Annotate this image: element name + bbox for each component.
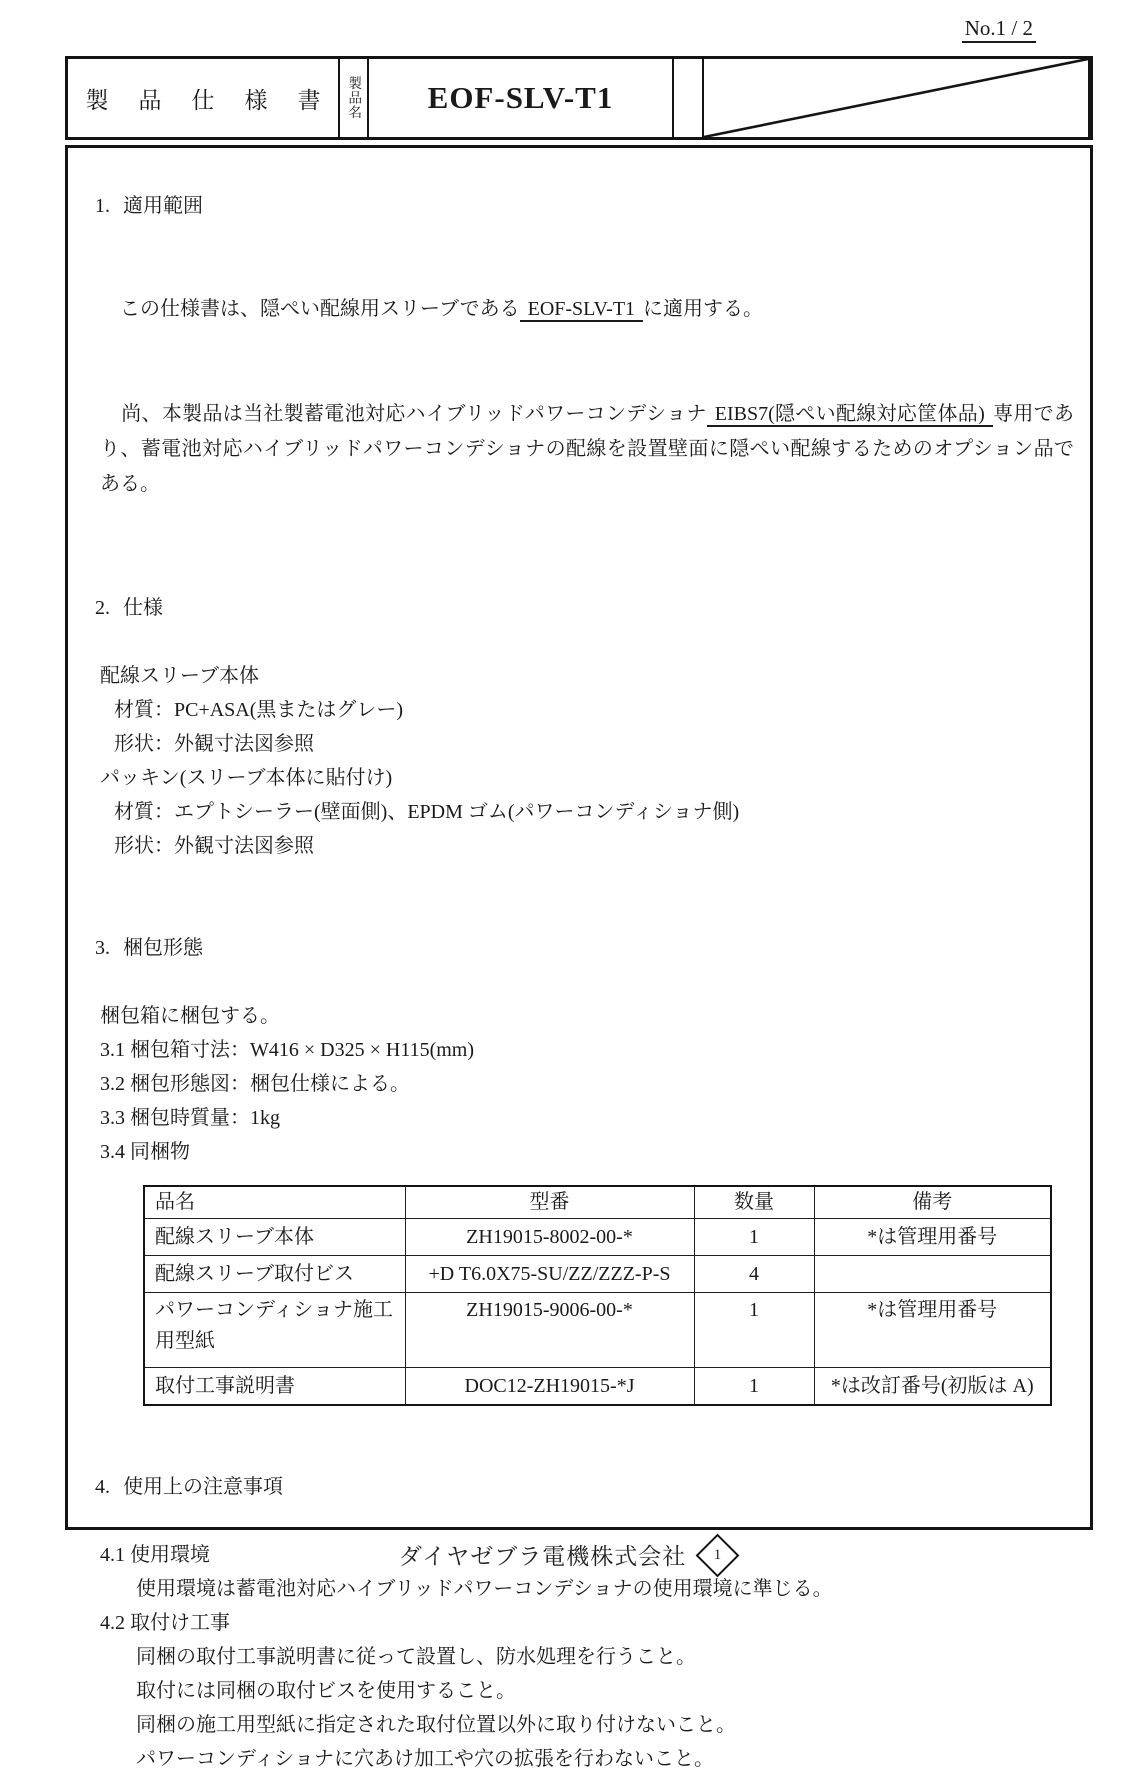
section-2-number: 2. — [95, 597, 110, 619]
table-row — [144, 1368, 1051, 1406]
section-1-paragraph-1 — [68, 257, 1090, 362]
s1-p1-text: この仕様書は、隠ぺい配線用スリーブである — [120, 298, 520, 320]
revision-number: 1 — [714, 1547, 722, 1563]
item-note: *は改訂番号(初版は A) — [814, 1368, 1051, 1406]
item-model: ZH19015-8002-00-* — [405, 1219, 694, 1256]
table-row — [144, 1219, 1051, 1256]
s1-p2-text: 尚、本製品は当社製蓄電池対応ハイブリッドパワーコンデショナ — [121, 403, 707, 425]
packing-line: 3.4 同梱物 — [100, 1141, 190, 1163]
item-qty: 1 — [694, 1219, 814, 1256]
item-note — [814, 1256, 1051, 1293]
subsection-4-1-title: 4.1 使用環境 — [100, 1544, 210, 1566]
caution-line: 同梱の施工用型紙に指定された取付位置以外に取り付けないこと。 — [136, 1714, 736, 1736]
s1-p1-model-underlined: EOF-SLV-T1 — [520, 298, 643, 322]
col-header-qty: 数量 — [694, 1186, 814, 1219]
spec-line: 材質：PC+ASA(黒またはグレー) — [114, 699, 404, 721]
table-row — [144, 1293, 1051, 1368]
spec-line: パッキン(スリーブ本体に貼付け) — [100, 767, 393, 789]
section-3-number: 3. — [95, 937, 110, 959]
caution-line: 同梱の取付工事説明書に従って設置し、防水処理を行うこと。 — [136, 1646, 696, 1668]
included-items-table — [143, 1185, 1052, 1406]
company-name: ダイヤゼブラ電機株式会社 — [398, 1543, 687, 1569]
item-note: *は管理用番号 — [814, 1293, 1051, 1368]
product-name-label-cell — [340, 59, 369, 137]
section-3-title: 梱包形態 — [123, 937, 203, 959]
spec-line: 配線スリーブ本体 — [100, 665, 259, 687]
doc-type-title: 製品仕様書 — [85, 87, 351, 113]
spec-line: 形状：外観寸法図参照 — [114, 835, 314, 857]
section-4-title: 使用上の注意事項 — [123, 1476, 283, 1498]
item-qty: 1 — [694, 1293, 814, 1368]
col-header-note: 備考 — [814, 1186, 1051, 1219]
section-2-heading — [68, 557, 1090, 659]
packing-line: 3.1 梱包箱寸法：W416 × D325 × H115(mm) — [100, 1039, 475, 1061]
caution-line: パワーコンディショナに穴あけ加工や穴の拡張を行わないこと。 — [136, 1748, 714, 1770]
doc-type-cell — [68, 59, 351, 137]
col-header-model: 型番 — [405, 1186, 694, 1219]
item-name: パワーコンディショナ施工用型紙 — [144, 1293, 405, 1368]
s1-p2-text-end: 専用であり、蓄電池対応ハイブリッドパワーコンデショナの配線を設置壁面に隠ぺい配線するためのオプション品である。 — [100, 403, 1075, 495]
product-name: EOF-SLV-T1 — [427, 80, 614, 115]
page-number-text: No.1 / 2 — [962, 16, 1036, 43]
item-model: ZH19015-9006-00-* — [405, 1293, 694, 1368]
s1-p2-model-underlined: EIBS7(隠ぺい配線対応筐体品) — [707, 403, 993, 427]
item-name: 配線スリーブ取付ビス — [144, 1256, 405, 1293]
packing-line: 3.3 梱包時質量：1kg — [100, 1107, 280, 1129]
item-qty: 1 — [694, 1368, 814, 1406]
product-name-cell — [369, 59, 674, 137]
header-empty-cell — [674, 59, 704, 137]
table-row — [144, 1256, 1051, 1293]
item-note: *は管理用番号 — [814, 1219, 1051, 1256]
table-header-row — [144, 1186, 1051, 1219]
caution-line: 取付には同梱の取付ビスを使用すること。 — [136, 1680, 516, 1702]
section-1-number: 1. — [95, 195, 110, 217]
subsection-4-2-title: 4.2 取付け工事 — [100, 1612, 230, 1634]
product-name-label: 製品名 — [346, 76, 362, 120]
item-model: DOC12-ZH19015-*J — [405, 1368, 694, 1406]
s1-p1-text-end: に適用する。 — [643, 298, 764, 320]
section-2-title: 仕様 — [123, 597, 163, 619]
revision-diamond-icon — [696, 1534, 740, 1578]
section-1-heading — [68, 155, 1090, 257]
section-1-title: 適用範囲 — [123, 195, 203, 217]
item-name: 配線スリーブ本体 — [144, 1219, 405, 1256]
section-1-paragraph-2 — [68, 362, 1090, 537]
spec-line: 形状：外観寸法図参照 — [114, 733, 314, 755]
page-number — [0, 16, 1036, 41]
section-4-number: 4. — [95, 1476, 110, 1498]
diagonal-line — [704, 59, 1088, 137]
header-slash-cell — [704, 59, 1090, 137]
document-header — [65, 56, 1093, 140]
item-model: +D T6.0X75-SU/ZZ/ZZZ-P-S — [405, 1256, 694, 1293]
col-header-item-name: 品名 — [144, 1186, 405, 1219]
spec-line: 材質：エプトシーラー(壁面側)、EPDM ゴム(パワーコンディショナ側) — [114, 801, 740, 823]
section-4-heading — [68, 1436, 1090, 1538]
packing-line: 梱包箱に梱包する。 — [100, 1005, 280, 1027]
subsection-4-1-body: 使用環境は蓄電池対応ハイブリッドパワーコンデショナの使用環境に準じる。 — [136, 1578, 833, 1600]
packing-line: 3.2 梱包形態図：梱包仕様による。 — [100, 1073, 410, 1095]
item-name: 取付工事説明書 — [144, 1368, 405, 1406]
section-3-heading — [68, 897, 1090, 999]
item-qty: 4 — [694, 1256, 814, 1293]
document-footer — [0, 1538, 1132, 1571]
